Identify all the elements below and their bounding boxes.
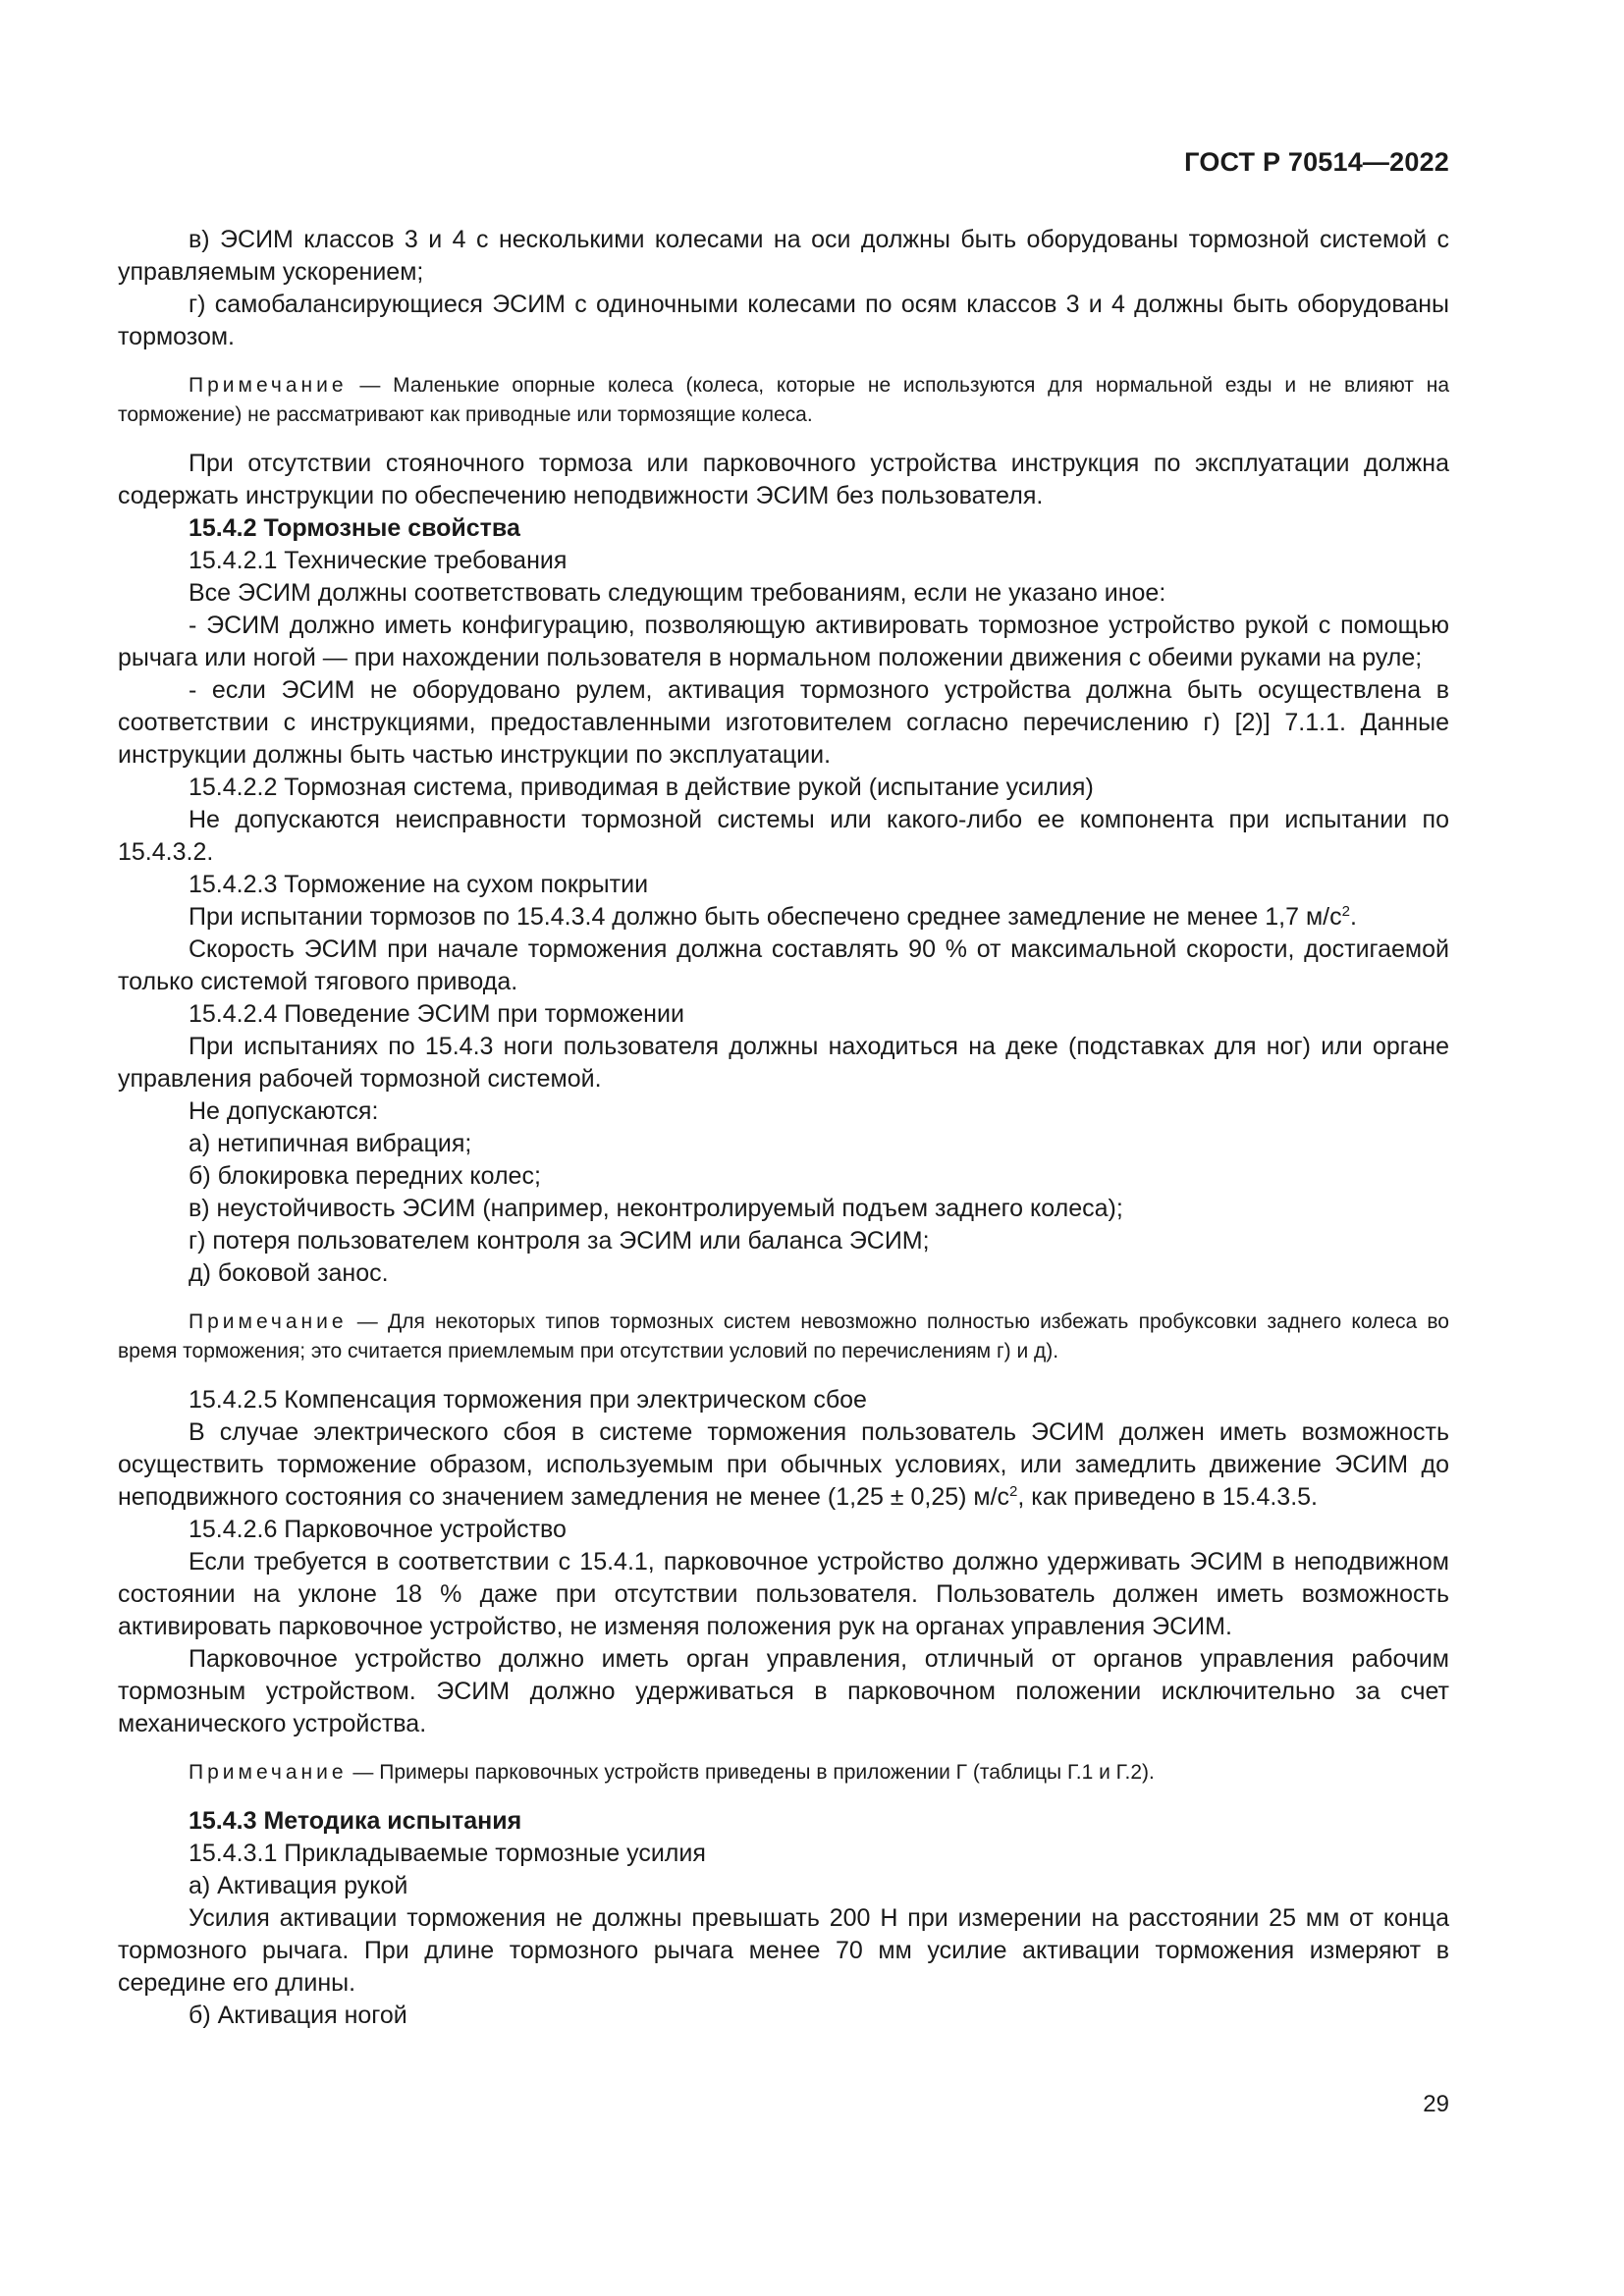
list-item: б) блокировка передних колес; <box>189 1162 541 1190</box>
section-heading: 15.4.2 Тормозные свойства <box>189 514 520 542</box>
note-label: Примечание <box>189 1761 348 1784</box>
paragraph: в) ЭСИМ классов 3 и 4 с несколькими колесами на оси должны быть оборудованы тормозной системой с управляемым ускорением; <box>118 226 1449 286</box>
paragraph-text-end: . <box>1349 903 1357 931</box>
paragraph: - ЭСИМ должно иметь конфигурацию, позволяющую активировать тормозное устройство рукой с помощью рычага или ногой — при нахождении пользователя в нормальном положении движения с обеими руками на руле; <box>118 612 1449 671</box>
paragraph-text: В случае электрического сбоя в системе торможения пользователь ЭСИМ должен иметь возможность осуществить торможение образом, используемым при обычных условиях, или замедлить движение ЭСИМ до неподвижного состояния со значением замедления не менее (1,25 ± 0,25) м/с <box>118 1418 1449 1511</box>
paragraph <box>118 1416 1449 1514</box>
paragraph: При испытаниях по 15.4.3 ноги пользователя должны находиться на деке (подставках для ног) или органе управления рабочей тормозной системой. <box>118 1033 1449 1093</box>
section-heading: 15.4.3 Методика испытания <box>189 1807 522 1835</box>
subsection-heading: 15.4.2.4 Поведение ЭСИМ при торможении <box>189 1000 684 1028</box>
paragraph: Усилия активации торможения не должны превышать 200 Н при измерении на расстоянии 25 мм от конца тормозного рычага. При длине тормозного рычага менее 70 мм усилие активации торможения измеряют в середине его длины. <box>118 1904 1449 1997</box>
subsection-heading: 15.4.2.1 Технические требования <box>189 547 568 574</box>
list-item: а) Активация рукой <box>189 1872 408 1899</box>
subsection-heading: 15.4.2.6 Парковочное устройство <box>189 1516 567 1543</box>
note-text: — Примеры парковочных устройств приведены в приложении Г (таблицы Г.1 и Г.2). <box>347 1761 1155 1784</box>
document-header: ГОСТ Р 70514—2022 <box>1184 147 1449 177</box>
paragraph: При отсутствии стояночного тормоза или парковочного устройства инструкция по эксплуатации должна содержать инструкции по обеспечению неподвижности ЭСИМ без пользователя. <box>118 450 1449 509</box>
page-number: 29 <box>1423 2091 1449 2117</box>
list-item: а) нетипичная вибрация; <box>189 1130 472 1157</box>
note-1 <box>118 371 1449 430</box>
list-item: в) неустойчивость ЭСИМ (например, неконтролируемый подъем заднего колеса); <box>189 1195 1123 1222</box>
paragraph: Все ЭСИМ должны соответствовать следующим требованиям, если не указано иное: <box>189 579 1166 607</box>
note-label: Примечание <box>189 1310 348 1333</box>
paragraph: Не допускаются: <box>189 1097 379 1125</box>
list-item: д) боковой занос. <box>189 1259 389 1287</box>
superscript: 2 <box>1009 1483 1018 1500</box>
list-item: б) Активация ногой <box>189 2002 407 2029</box>
subsection-heading: 15.4.2.2 Тормозная система, приводимая в действие рукой (испытание усилия) <box>189 774 1094 801</box>
paragraph-text-end: , как приведено в 15.4.3.5. <box>1017 1483 1318 1511</box>
note-text: — Для некоторых типов тормозных систем невозможно полностью избежать пробуксовки заднего колеса во время торможения; это считается приемлемым при отсутствии условий по перечислениям г) и д). <box>118 1310 1449 1362</box>
note-3 <box>118 1758 1449 1788</box>
paragraph: Не допускаются неисправности тормозной системы или какого-либо ее компонента при испытании по 15.4.3.2. <box>118 806 1449 866</box>
paragraph: г) самобалансирующиеся ЭСИМ с одиночными колесами по осям классов 3 и 4 должны быть оборудованы тормозом. <box>118 291 1449 350</box>
paragraph: Парковочное устройство должно иметь орган управления, отличный от органов управления рабочим тормозным устройством. ЭСИМ должно удерживаться в парковочном положении исключительно за счет механического устройства. <box>118 1645 1449 1737</box>
document-body <box>118 224 1449 2032</box>
paragraph: Если требуется в соответствии с 15.4.1, парковочное устройство должно удерживать ЭСИМ в неподвижном состоянии на уклоне 18 % даже при отсутствии пользователя. Пользователь должен иметь возможность активировать парковочное устройство, не изменяя положения рук на органах управления ЭСИМ. <box>118 1548 1449 1640</box>
superscript: 2 <box>1341 903 1350 920</box>
note-text: — Маленькие опорные колеса (колеса, которые не используются для нормальной езды и не влияют на торможение) не рассматривают как приводные или тормозящие колеса. <box>118 374 1449 426</box>
note-2 <box>118 1308 1449 1366</box>
paragraph: - если ЭСИМ не оборудовано рулем, активация тормозного устройства должна быть осуществлена в соответствии с инструкциями, предоставленными изготовителем согласно перечислению г) [2)] 7.1.1. Данные инструкции должны быть частью инструкции по эксплуатации. <box>118 676 1449 769</box>
paragraph: Скорость ЭСИМ при начале торможения должна составлять 90 % от максимальной скорости, достигаемой только системой тягового привода. <box>118 935 1449 995</box>
paragraph <box>118 901 1449 934</box>
paragraph-text: При испытании тормозов по 15.4.3.4 должно быть обеспечено среднее замедление не менее 1,7 м/с <box>189 903 1342 931</box>
subsection-heading: 15.4.2.3 Торможение на сухом покрытии <box>189 871 649 898</box>
note-label: Примечание <box>189 374 348 397</box>
subsection-heading: 15.4.3.1 Прикладываемые тормозные усилия <box>189 1840 706 1867</box>
list-item: г) потеря пользователем контроля за ЭСИМ или баланса ЭСИМ; <box>189 1227 930 1255</box>
subsection-heading: 15.4.2.5 Компенсация торможения при электрическом сбое <box>189 1386 867 1414</box>
